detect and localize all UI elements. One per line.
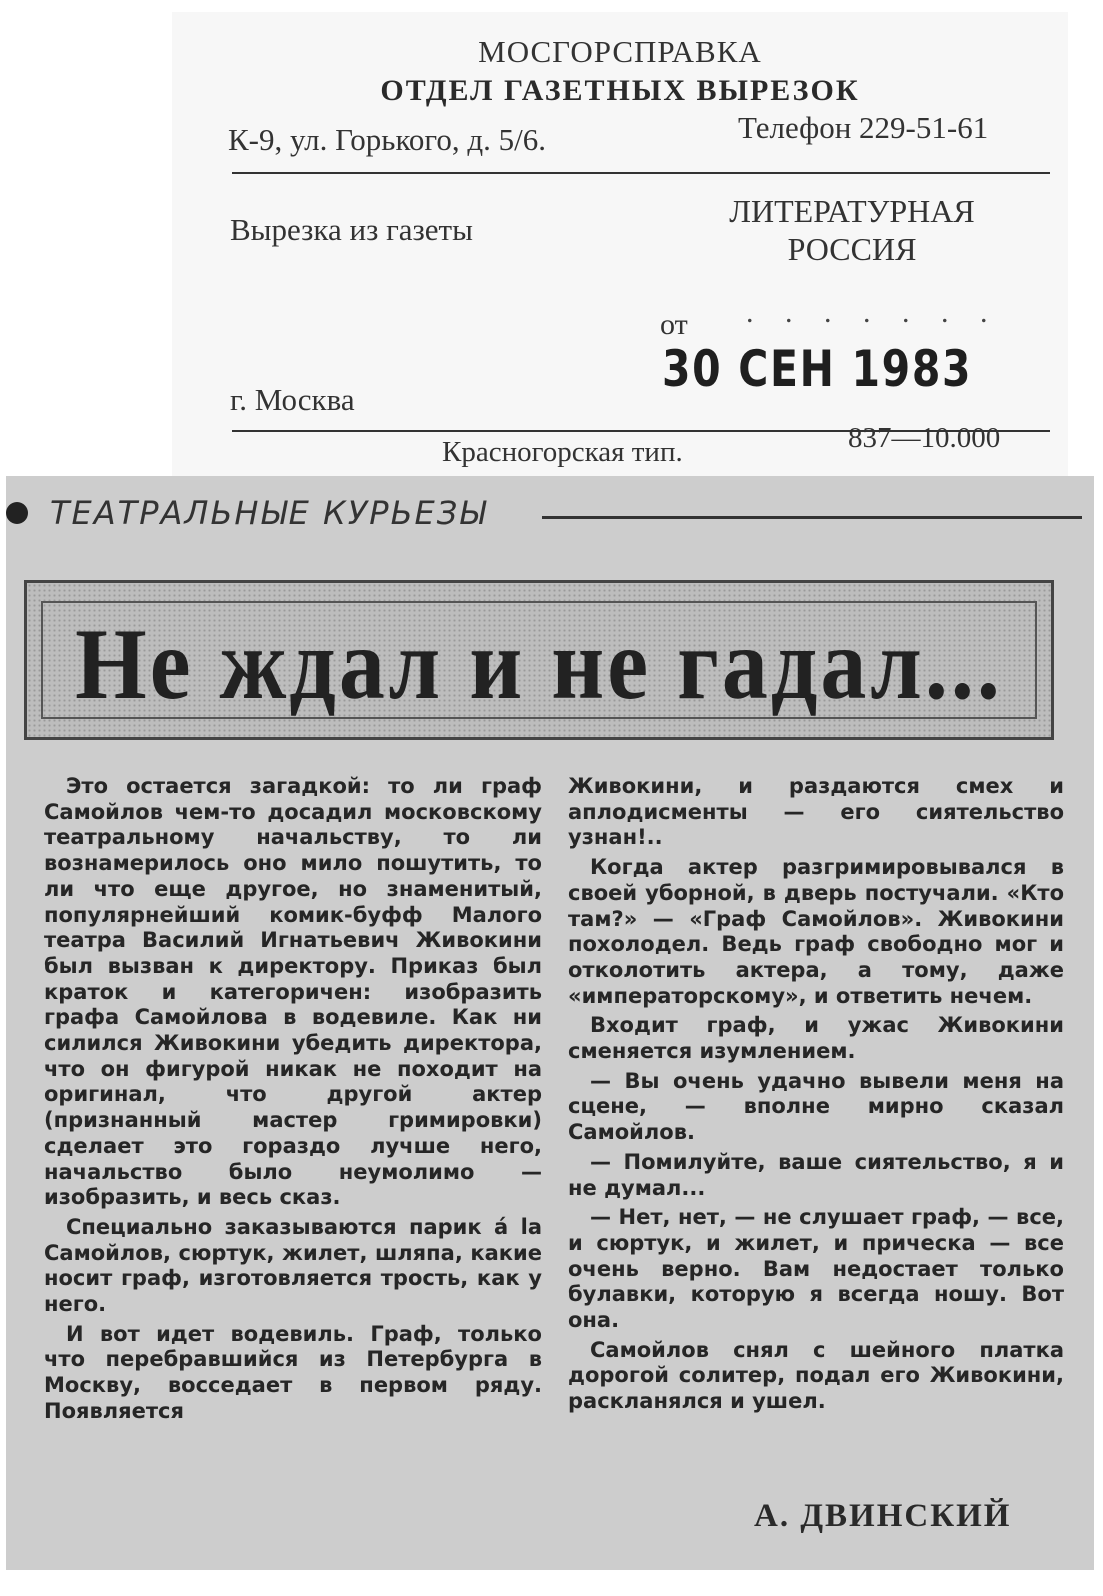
article-column-right [568,774,1064,1419]
clipping-service-label [172,12,1068,490]
agency-name: МОСГОРСПРАВКА [478,34,762,69]
printer-name: Красногорская тип. [442,436,683,468]
print-code: 837—10.000 [848,422,1001,454]
divider-top [232,172,1050,174]
paragraph: Это остается загадкой: то ли граф Самойлов чем-то досадил московскому театральному начальству, то ли вознамерилось оно мило пошутить, то ли что еще другое, но знаменитый, популярнейший комик-буфф Малого театра Василий Игнатьевич Живокини был вызван к директору. Приказ был краток и категоричен: изобразить графа Самойлова в водевиле. Как ни силился Живокини убедить директора, что он фигурой никак не походит на оригинал, что другой актер (признанный мастер гримировки) сделает это гораздо лучше него, начальство было неумолимо — изобразить, и весь сказ. [44,774,542,1210]
department-name: ОТДЕЛ ГАЗЕТНЫХ ВЫРЕЗОК [380,74,860,107]
bullet-icon [6,502,28,524]
date-fill-dots: . . . . . . . [746,296,1000,329]
headline-frame [24,580,1054,740]
paragraph: — Вы очень удачно вывели меня на сцене, — вполне мирно сказал Самойлов. [568,1068,1064,1145]
agency-address: К-9, ул. Горького, д. 5/6. [228,122,547,157]
rubric-title: ТЕАТРАЛЬНЫЕ КУРЬЕЗЫ [50,494,488,532]
paragraph: Самойлов снял с шейного платка дорогой солитер, подал его Живокини, раскланялся и ушел. [568,1337,1064,1414]
paragraph: — Нет, нет, — не слушает граф, — все, и сюртук, и жилет, и прическа — все очень верно. Вам недостает только булавки, которую я всегда ношу. Вот она. [568,1205,1064,1333]
rubric-rule [542,516,1082,519]
paragraph: Живокини, и раздаются смех и аплодисменты — его сиятельство узнан!.. [568,774,1064,850]
article-headline: Не ждал и не гадал... [75,607,1003,721]
paragraph: И вот идет водевиль. Граф, только что перебравшийся из Петербурга в Москву, восседает в первом ряду. Появляется [44,1321,542,1423]
paragraph: Когда актер разгримировывался в своей уборной, в дверь постучали. «Кто там?» — «Граф Самойлов». Живокини похолодел. Ведь граф свободно мог и отколотить актера, а тому, даже «императорскому», и ответить нечем. [568,855,1064,1008]
rubric-header [6,488,1094,538]
paragraph: Специально заказываются парик á la Самойлов, сюртук, жилет, шляпа, какие носит граф, изготовляется трость, как у него. [44,1214,542,1317]
from-label: от [660,308,688,341]
newspaper-clipping [6,476,1094,1570]
headline-inner-frame [41,601,1037,719]
clipping-from-label: Вырезка из газеты [230,212,473,247]
paragraph: — Помилуйте, ваше сиятельство, я и не думал... [568,1149,1064,1200]
agency-phone: Телефон 229-51-61 [738,110,989,145]
author-byline: А. ДВИНСКИЙ [754,1498,1012,1534]
article-column-left [44,774,542,1429]
paragraph: Входит граф, и ужас Живокини сменяется изумлением. [568,1013,1064,1064]
newspaper-name: ЛИТЕРАТУРНАЯ РОССИЯ [729,193,975,267]
date-stamp: 30 СЕН 1983 [662,340,973,398]
city-label: г. Москва [230,382,355,417]
